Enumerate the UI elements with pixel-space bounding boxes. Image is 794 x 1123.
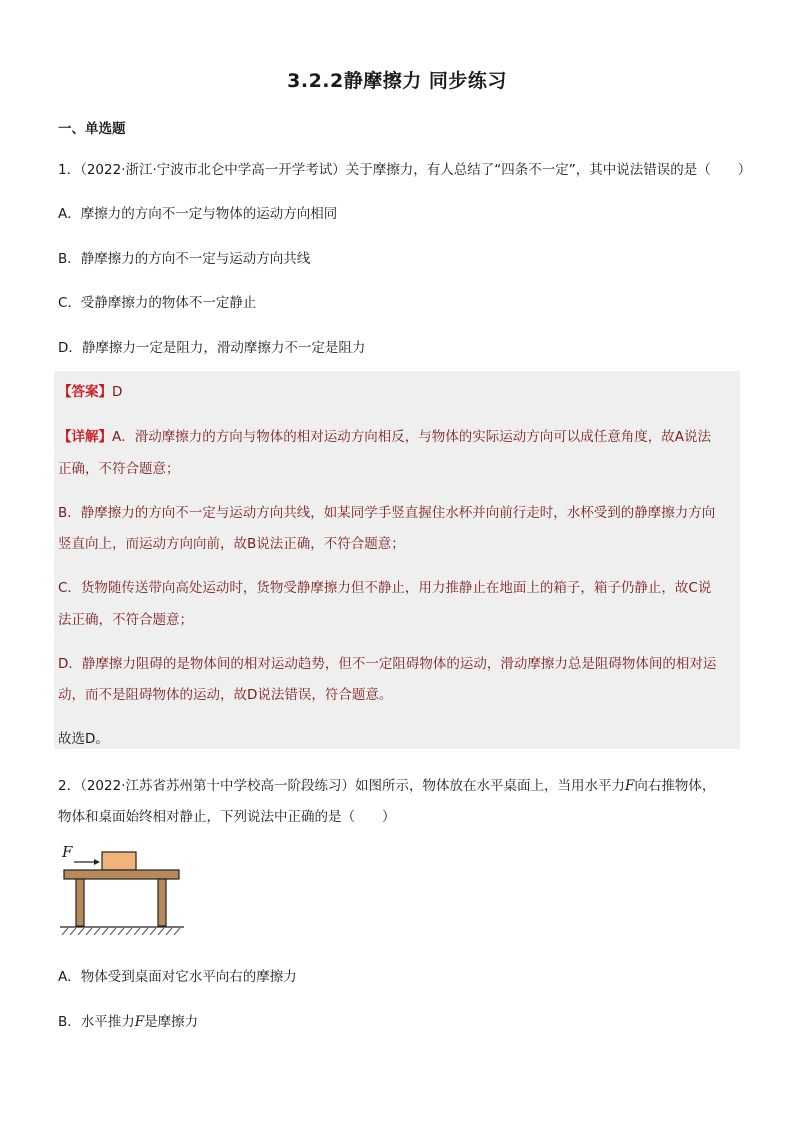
question-2-stem-part: 向右推物体， — [634, 778, 716, 794]
tabletop — [64, 870, 179, 879]
explanation-line-2: 正确，不符合题意； — [58, 461, 180, 477]
question-1-stem: 1．（2022·浙江·宁波市北仑中学高一开学考试）关于摩擦力，有人总结了“四条不一定”，其中说法错误的是（ ） — [58, 162, 752, 178]
question-2-stem-line-1 — [58, 774, 715, 794]
block — [102, 852, 136, 870]
explanation-line-1 — [58, 425, 711, 445]
question-1-option-b: B．静摩擦力的方向不一定与运动方向共线 — [58, 251, 311, 267]
explanation-line-6: 法正确，不符合题意； — [58, 612, 193, 628]
question-2-force-var: F — [625, 778, 635, 794]
explanation-line-5: C．货物随传送带向高处运动时，货物受静摩擦力但不静止，用力推静止在地面上的箱子，箱子仍静止，故C说 — [58, 580, 712, 596]
explanation-line-7: D．静摩擦力阻碍的是物体间的相对运动趋势，但不一定阻碍物体的运动，滑动摩擦力总是阻碍物体间的相对运 — [58, 656, 717, 672]
question-1-option-d: D．静摩擦力一定是阻力，滑动摩擦力不一定是阻力 — [58, 340, 366, 356]
option-b-text: 是摩擦力 — [144, 1014, 199, 1030]
explanation-line-4: 竖直向上，而运动方向向前，故B说法正确，不符合题意； — [58, 536, 405, 552]
question-1-option-a: A．摩擦力的方向不一定与物体的运动方向相同 — [58, 206, 338, 222]
ground-hatch — [62, 928, 180, 935]
table-leg-right — [158, 879, 166, 926]
explanation-tag: 【详解】 — [58, 429, 112, 445]
section-heading: 一、单选题 — [58, 121, 126, 137]
table-leg-left — [76, 879, 84, 926]
question-2-option-b — [58, 1010, 198, 1030]
question-1-option-c: C．受静摩擦力的物体不一定静止 — [58, 295, 257, 311]
answer-value: D — [112, 384, 123, 400]
explanation-line-3: B．静摩擦力的方向不一定与运动方向共线，如某同学手竖直握住水杯并向前行走时，水杯受到的静摩擦力方向 — [58, 505, 716, 521]
answer-line — [58, 380, 122, 400]
page-title: 3.2.2静摩擦力 同步练习 — [287, 70, 507, 92]
question-2-stem-part: 2．（2022·江苏省苏州第十中学校高一阶段练习）如图所示，物体放在水平桌面上，当用水平力 — [58, 778, 625, 794]
force-label: F — [62, 843, 73, 861]
answer-tag: 【答案】 — [58, 384, 112, 400]
question-2-stem-line-2: 物体和桌面始终相对静止，下列说法中正确的是（ ） — [58, 809, 396, 825]
conclusion-line: 故选D。 — [58, 731, 109, 747]
force-arrowhead — [94, 859, 100, 865]
table-diagram — [56, 842, 188, 938]
explanation-line-8: 动，而不是阻碍物体的运动，故D说法错误，符合题意。 — [58, 687, 393, 703]
question-2-option-a: A．物体受到桌面对它水平向右的摩擦力 — [58, 969, 297, 985]
option-b-force-var: F — [134, 1014, 145, 1030]
option-b-text: B．水平推力 — [58, 1014, 135, 1030]
explanation-text: A．滑动摩擦力的方向与物体的相对运动方向相反，与物体的实际运动方向可以成任意角度，故A说法 — [112, 429, 711, 445]
